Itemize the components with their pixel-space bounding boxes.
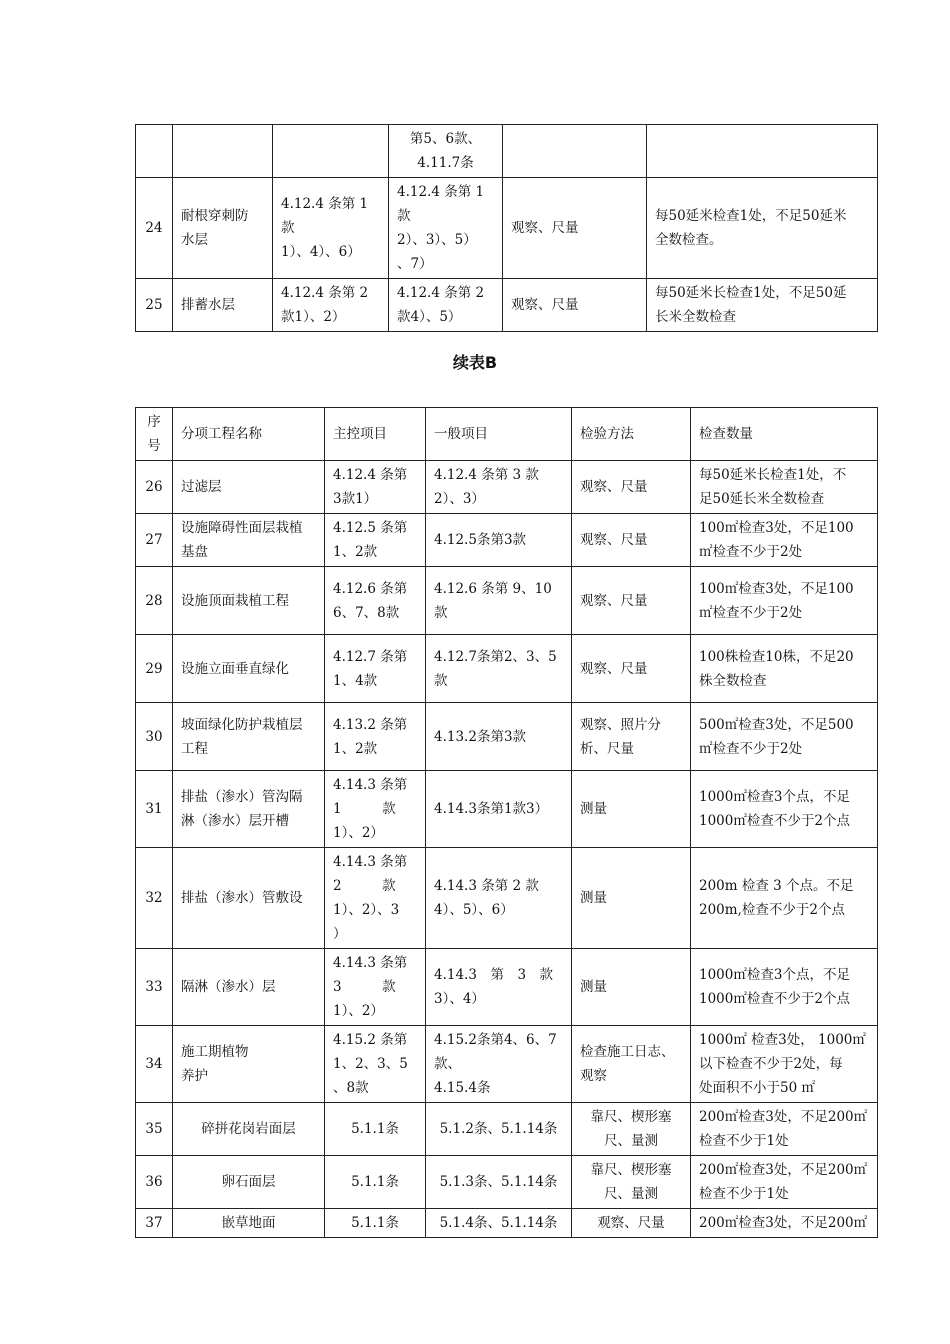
cell-line: 淋（渗水）层开槽 — [181, 813, 289, 829]
cell-line: 每50延米长检查1处，不足50延 — [655, 285, 847, 301]
cell-line: 200㎡检查3处，不足200㎡ — [699, 1109, 868, 1125]
cell-quantity — [691, 1103, 878, 1156]
cell-line: 200m 检查 3 个点。不足 — [699, 878, 854, 894]
cell-line: 100㎡检查3处，不足100 — [699, 520, 854, 536]
table-caption: 续表B — [452, 353, 498, 372]
cell-line: 、7） — [397, 256, 433, 272]
cell-line: 2）、3）、5） — [397, 232, 477, 248]
cell-item-name: 碎拼花岗岩面层 — [173, 1103, 325, 1156]
table-row — [136, 1103, 878, 1156]
cell-main-items — [325, 703, 426, 771]
cell-quantity: 检查数量 — [691, 408, 878, 461]
cell-line: 1）、2）、3 — [333, 902, 400, 918]
cell-general-items — [426, 949, 572, 1026]
cell-seq-no: 32 — [136, 848, 173, 949]
cell-line: 4.14.3 条第 2 款 — [434, 878, 539, 894]
cell-line: 1000㎡检查3个点，不足 — [699, 789, 850, 805]
cell-main-items — [325, 461, 426, 514]
cell-line: 1000㎡检查3个点，不足 — [699, 967, 850, 983]
cell-line: 4.12.6 条第 — [333, 580, 408, 597]
cell-line: 4.15.2条第4、6、7 — [434, 1032, 557, 1048]
cell-quantity — [691, 461, 878, 514]
cell-line: 株全数检查 — [699, 672, 767, 689]
table-header — [136, 408, 878, 461]
cell-quantity — [691, 1156, 878, 1209]
cell-quantity: 200㎡检查3处，不足200㎡ — [691, 1209, 878, 1238]
table-row — [136, 178, 878, 279]
cell-line: 4.12.7 条第 — [333, 648, 408, 665]
cell-line: 全数检查。 — [655, 232, 723, 248]
cell-general-items — [389, 279, 503, 332]
cell-line: 200m,检查不少于2个点 — [699, 902, 845, 918]
cell-seq-no: 35 — [136, 1103, 173, 1156]
cell-method: 观察、尺量 — [503, 178, 647, 279]
cell-line: 3款1） — [333, 491, 378, 507]
cell-general-items: 5.1.4条、5.1.14条 — [426, 1209, 572, 1238]
cell-main-items — [325, 848, 426, 949]
cell-main-items — [325, 567, 426, 635]
cell-general-items: 4.12.5条第3款 — [426, 514, 572, 567]
cell-method: 观察、尺量 — [572, 567, 691, 635]
cell-line: 4.12.4 条第 2 — [397, 285, 485, 301]
table-row — [136, 279, 878, 332]
cell-main-items — [325, 949, 426, 1026]
cell-general-items — [389, 125, 503, 178]
cell-quantity — [691, 1026, 878, 1103]
cell-item-name: 排盐（渗水）管敷设 — [173, 848, 325, 949]
cell-seq-no: 37 — [136, 1209, 173, 1238]
cell-line: 4.14.3 第 3 款 — [434, 967, 554, 983]
cell-line: 4.14.3 条第 — [333, 777, 408, 793]
cell-item-name — [173, 703, 325, 771]
cell-line: 检查不少于1处 — [699, 1186, 789, 1202]
cell-general-items — [426, 635, 572, 703]
cell-line: 4.12.5 条第 — [333, 520, 408, 536]
cell-quantity — [691, 514, 878, 567]
cell-main-items — [273, 178, 389, 279]
cell-line: 款 — [397, 208, 411, 224]
cell-quantity — [691, 567, 878, 635]
cell-seq-no: 29 — [136, 635, 173, 703]
cell-line: 1、2款 — [333, 740, 378, 757]
cell-line: 、8款 — [333, 1080, 369, 1096]
cell-quantity — [647, 279, 878, 332]
cell-line: 款4）、5） — [397, 309, 462, 325]
cell-line: 处面积不小于50 ㎡ — [699, 1080, 815, 1096]
cell-quantity — [691, 949, 878, 1026]
cell-main-items — [273, 279, 389, 332]
cell-seq-no: 26 — [136, 461, 173, 514]
cell-seq-no — [136, 125, 173, 178]
cell-main-items — [325, 771, 426, 848]
cell-quantity — [691, 848, 878, 949]
cell-main-items — [325, 514, 426, 567]
cell-method: 观察、尺量 — [572, 1209, 691, 1238]
cell-line: 4.14.3 条第 — [333, 955, 408, 971]
cell-method: 观察、尺量 — [572, 635, 691, 703]
table-row — [136, 461, 878, 514]
cell-method: 观察、尺量 — [572, 461, 691, 514]
cell-line: 足50延长米全数检查 — [699, 491, 825, 507]
table-row — [136, 949, 878, 1026]
cell-main-items: 5.1.1条 — [325, 1156, 426, 1209]
cell-quantity — [647, 125, 878, 178]
cell-line: 4.12.7条第2、3、5 — [434, 648, 557, 665]
cell-line: 1000㎡检查不少于2个点 — [699, 991, 850, 1007]
cell-line: 每50延米长检查1处，不 — [699, 467, 847, 483]
cell-main-items — [273, 125, 389, 178]
cell-line: 4.12.4 条第 2 — [281, 285, 369, 301]
cell-seq-no — [136, 408, 173, 461]
cell-seq-no: 24 — [136, 178, 173, 279]
cell-general-items: 4.14.3条第1款3） — [426, 771, 572, 848]
cell-main-items: 主控项目 — [325, 408, 426, 461]
cell-line: 析、尺量 — [580, 740, 634, 757]
cell-quantity — [647, 178, 878, 279]
table-row — [136, 514, 878, 567]
cell-quantity — [691, 771, 878, 848]
cell-line: 100株检查10株，不足20 — [699, 648, 854, 665]
cell-line: ㎡检查不少于2处 — [699, 740, 803, 757]
cell-general-items: 4.13.2条第3款 — [426, 703, 572, 771]
cell-seq-no: 25 — [136, 279, 173, 332]
cell-line: 长米全数检查 — [655, 309, 736, 325]
cell-line: 100㎡检查3处，不足100 — [699, 580, 854, 597]
cell-line: 序 — [147, 414, 161, 430]
cell-line: 3）、4） — [434, 991, 485, 1007]
cell-line: 4.12.4 条第 1 — [281, 196, 369, 212]
cell-seq-no: 31 — [136, 771, 173, 848]
cell-line: 3 款 — [333, 979, 396, 995]
cell-seq-no: 34 — [136, 1026, 173, 1103]
cell-line: 6、7、8款 — [333, 604, 400, 621]
cell-line: 1、4款 — [333, 672, 378, 689]
cell-method — [572, 1156, 691, 1209]
cell-line: 尺、量测 — [604, 1186, 658, 1202]
cell-item-name — [173, 1026, 325, 1103]
cell-line: 4.14.3 条第 — [333, 854, 408, 870]
cell-quantity — [691, 635, 878, 703]
cell-method: 测量 — [572, 949, 691, 1026]
cell-line: 号 — [147, 438, 161, 454]
cell-item-name: 隔淋（渗水）层 — [173, 949, 325, 1026]
cell-line: 设施障碍性面层栽植 — [181, 520, 303, 536]
cell-method — [503, 125, 647, 178]
cell-line: 款 — [434, 672, 448, 689]
cell-general-items: 5.1.3条、5.1.14条 — [426, 1156, 572, 1209]
cell-line: 4.12.6 条第 9、10 — [434, 580, 552, 597]
cell-line: 4.13.2 条第 — [333, 716, 408, 733]
cell-general-items — [426, 461, 572, 514]
cell-line: 靠尺、楔形塞 — [590, 1109, 672, 1125]
table-header-row — [136, 408, 878, 461]
cell-item-name: 设施顶面栽植工程 — [173, 567, 325, 635]
cell-seq-no: 28 — [136, 567, 173, 635]
cell-line: 2 款 — [333, 878, 396, 894]
cell-method: 观察、尺量 — [572, 514, 691, 567]
table-row — [136, 1156, 878, 1209]
cell-line: 1）、4）、6） — [281, 244, 361, 260]
cell-line: 1000㎡ 检查3处， 1000㎡ — [699, 1032, 866, 1048]
cell-method: 检验方法 — [572, 408, 691, 461]
cell-general-items — [426, 1026, 572, 1103]
cell-line: 4.12.4 条第 — [333, 467, 408, 483]
table-row — [136, 771, 878, 848]
cell-item-name: 过滤层 — [173, 461, 325, 514]
cell-item-name — [173, 178, 273, 279]
cell-line: 每50延米检查1处，不足50延米 — [655, 208, 847, 224]
table-row — [136, 125, 878, 178]
table-row — [136, 635, 878, 703]
cell-line: 1、2款 — [333, 544, 378, 560]
cell-main-items: 5.1.1条 — [325, 1209, 426, 1238]
cell-line: 施工期植物 — [181, 1044, 249, 1060]
cell-item-name: 设施立面垂直绿化 — [173, 635, 325, 703]
cell-item-name: 分项工程名称 — [173, 408, 325, 461]
cell-line: 500㎡检查3处，不足500 — [699, 716, 854, 733]
inspection-table-continued-top — [135, 124, 878, 332]
cell-seq-no: 33 — [136, 949, 173, 1026]
cell-seq-no: 30 — [136, 703, 173, 771]
cell-item-name — [173, 125, 273, 178]
table-row — [136, 1026, 878, 1103]
cell-line: 靠尺、楔形塞 — [590, 1162, 672, 1178]
cell-line: 耐根穿刺防 — [181, 208, 249, 224]
cell-line: 水层 — [181, 232, 208, 248]
cell-line: 款1）、2） — [281, 309, 346, 325]
cell-line: 观察、照片分 — [580, 716, 661, 733]
inspection-table-b — [135, 407, 878, 1238]
cell-method: 观察、尺量 — [503, 279, 647, 332]
cell-method: 测量 — [572, 848, 691, 949]
cell-line: 款、 — [434, 1056, 461, 1072]
cell-line: 养护 — [181, 1068, 208, 1084]
cell-method: 测量 — [572, 771, 691, 848]
table-row — [136, 567, 878, 635]
cell-line: 排盐（渗水）管沟隔 — [181, 789, 303, 805]
cell-line: 第5、6款、 — [409, 131, 482, 147]
cell-line: ㎡检查不少于2处 — [699, 544, 803, 560]
cell-line: 款 — [434, 604, 448, 621]
cell-general-items: 5.1.2条、5.1.14条 — [426, 1103, 572, 1156]
cell-line: 1）、2） — [333, 825, 384, 841]
cell-line: 2）、3） — [434, 491, 485, 507]
cell-method — [572, 703, 691, 771]
cell-main-items — [325, 635, 426, 703]
cell-line: ㎡检查不少于2处 — [699, 604, 803, 621]
cell-line: 检查不少于1处 — [699, 1133, 789, 1149]
cell-line: 4.15.4条 — [434, 1080, 491, 1096]
cell-line: 4.15.2 条第 — [333, 1032, 408, 1048]
cell-method — [572, 1026, 691, 1103]
table-row — [136, 1209, 878, 1238]
cell-line: ） — [333, 926, 347, 942]
cell-quantity — [691, 703, 878, 771]
cell-item-name — [173, 514, 325, 567]
cell-item-name: 嵌草地面 — [173, 1209, 325, 1238]
cell-main-items: 5.1.1条 — [325, 1103, 426, 1156]
table-row — [136, 703, 878, 771]
cell-line: 检查施工日志、 — [580, 1044, 675, 1060]
cell-line: 4.11.7条 — [417, 155, 474, 171]
cell-line: 工程 — [181, 740, 208, 757]
cell-item-name — [173, 771, 325, 848]
table-body — [136, 125, 878, 332]
cell-line: 1）、2） — [333, 1003, 384, 1019]
cell-item-name: 卵石面层 — [173, 1156, 325, 1209]
cell-line: 观察 — [580, 1068, 607, 1084]
cell-line: 以下检查不少于2处，每 — [699, 1056, 843, 1072]
cell-line: 1、2、3、5 — [333, 1056, 408, 1072]
table-body — [136, 461, 878, 1238]
cell-line: 1 款 — [333, 801, 396, 817]
cell-general-items — [426, 567, 572, 635]
cell-line: 200㎡检查3处，不足200㎡ — [699, 1162, 868, 1178]
cell-seq-no: 27 — [136, 514, 173, 567]
cell-line: 尺、量测 — [604, 1133, 658, 1149]
cell-item-name: 排蓄水层 — [173, 279, 273, 332]
cell-main-items — [325, 1026, 426, 1103]
cell-line: 1000㎡检查不少于2个点 — [699, 813, 850, 829]
cell-line: 坡面绿化防护栽植层 — [181, 716, 303, 733]
table-row — [136, 848, 878, 949]
cell-line: 4）、5）、6） — [434, 902, 514, 918]
cell-general-items — [389, 178, 503, 279]
cell-line: 4.12.4 条第 1 — [397, 184, 485, 200]
cell-line: 款 — [281, 220, 295, 236]
cell-seq-no: 36 — [136, 1156, 173, 1209]
cell-method — [572, 1103, 691, 1156]
cell-line: 4.12.4 条第 3 款 — [434, 467, 539, 483]
cell-line: 基盘 — [181, 544, 208, 560]
cell-general-items: 一般项目 — [426, 408, 572, 461]
cell-general-items — [426, 848, 572, 949]
